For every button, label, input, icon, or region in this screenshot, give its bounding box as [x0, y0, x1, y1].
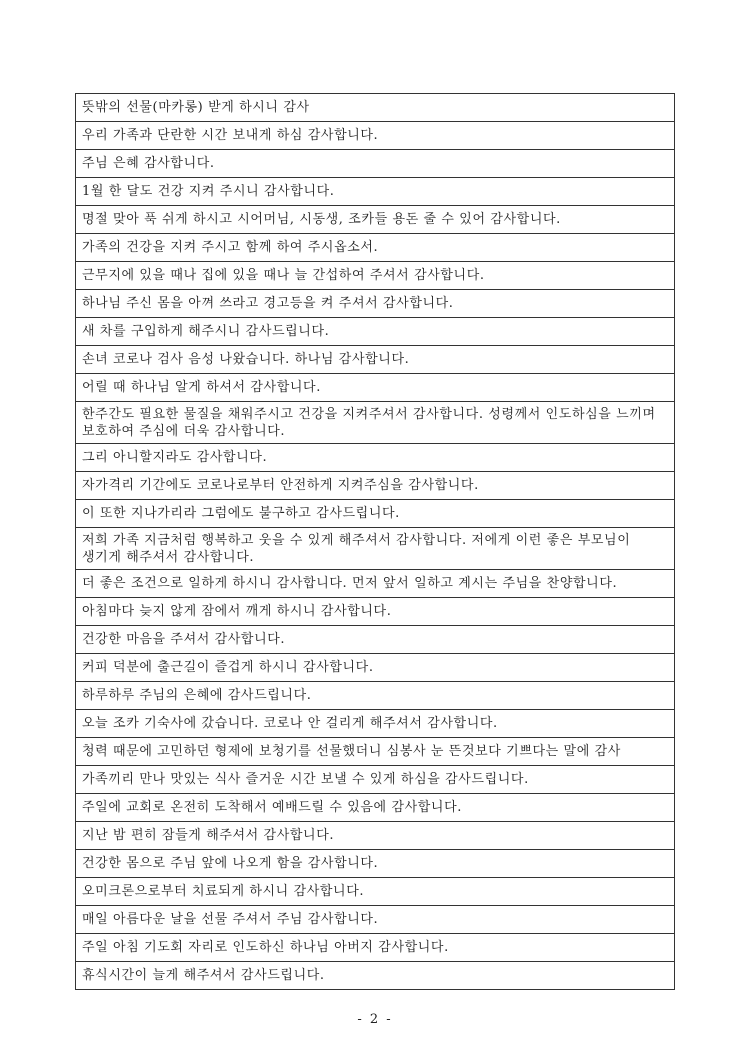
table-row	[76, 500, 675, 528]
entry-cell: 매일 아름다운 날을 선물 주셔서 주님 감사합니다.	[76, 906, 675, 934]
entry-cell: 아침마다 늦지 않게 잠에서 깨게 하시니 감사합니다.	[76, 598, 675, 626]
entry-cell: 커피 덕분에 출근길이 즐겁게 하시니 감사합니다.	[76, 654, 675, 682]
entry-cell: 근무지에 있을 때나 집에 있을 때나 늘 간섭하여 주셔서 감사합니다.	[76, 262, 675, 290]
entry-cell: 하루하루 주님의 은혜에 감사드립니다.	[76, 682, 675, 710]
page-number: - 2 -	[357, 1012, 393, 1027]
entry-cell: 1월 한 달도 건강 지켜 주시니 감사합니다.	[76, 178, 675, 206]
table-row	[76, 570, 675, 598]
table-row	[76, 374, 675, 402]
table-row	[76, 822, 675, 850]
entry-cell: 주님 은혜 감사합니다.	[76, 150, 675, 178]
entry-cell: 명절 맞아 푹 쉬게 하시고 시어머님, 시동생, 조카들 용돈 줄 수 있어 감사합니다.	[76, 206, 675, 234]
entry-cell: 오늘 조카 기숙사에 갔습니다. 코로나 안 걸리게 해주셔서 감사합니다.	[76, 710, 675, 738]
entry-cell: 어릴 때 하나님 알게 하셔서 감사합니다.	[76, 374, 675, 402]
table-row	[76, 962, 675, 990]
table-row	[76, 906, 675, 934]
entry-cell: 새 차를 구입하게 해주시니 감사드립니다.	[76, 318, 675, 346]
entry-cell: 더 좋은 조건으로 일하게 하시니 감사합니다. 먼저 앞서 일하고 계시는 주님을 찬양합니다.	[76, 570, 675, 598]
table-row	[76, 402, 675, 444]
table-row	[76, 878, 675, 906]
entry-cell: 그리 아니할지라도 감사합니다.	[76, 444, 675, 472]
table-row	[76, 682, 675, 710]
table-row	[76, 318, 675, 346]
table-row	[76, 654, 675, 682]
table-row	[76, 262, 675, 290]
entry-cell: 가족의 건강을 지켜 주시고 함께 하여 주시옵소서.	[76, 234, 675, 262]
table-row	[76, 206, 675, 234]
table-row	[76, 766, 675, 794]
entry-cell: 건강한 마음을 주셔서 감사합니다.	[76, 626, 675, 654]
entry-cell: 주일 아침 기도회 자리로 인도하신 하나님 아버지 감사합니다.	[76, 934, 675, 962]
table-row	[76, 850, 675, 878]
table-row	[76, 150, 675, 178]
table-row	[76, 444, 675, 472]
table-row	[76, 598, 675, 626]
table-row	[76, 528, 675, 570]
table-row	[76, 94, 675, 122]
gratitude-table	[75, 93, 675, 990]
entry-cell: 하나님 주신 몸을 아껴 쓰라고 경고등을 켜 주셔서 감사합니다.	[76, 290, 675, 318]
entry-cell: 한주간도 필요한 물질을 채워주시고 건강을 지켜주셔서 감사합니다. 성령께서 인도하심을 느끼며 보호하여 주심에 더욱 감사합니다.	[76, 402, 675, 444]
entry-cell: 청력 때문에 고민하던 형제에 보청기를 선물했더니 심봉사 눈 뜬것보다 기쁘다는 말에 감사	[76, 738, 675, 766]
table-row	[76, 234, 675, 262]
entry-cell: 이 또한 지나가리라 그럼에도 불구하고 감사드립니다.	[76, 500, 675, 528]
table-row	[76, 738, 675, 766]
entry-cell: 우리 가족과 단란한 시간 보내게 하심 감사합니다.	[76, 122, 675, 150]
table-row	[76, 934, 675, 962]
table-row	[76, 710, 675, 738]
table-row	[76, 472, 675, 500]
entry-cell: 오미크론으로부터 치료되게 하시니 감사합니다.	[76, 878, 675, 906]
table-row	[76, 290, 675, 318]
entry-cell: 주일에 교회로 온전히 도착해서 예배드릴 수 있음에 감사합니다.	[76, 794, 675, 822]
table-row	[76, 178, 675, 206]
table-row	[76, 122, 675, 150]
entry-cell: 지난 밤 편히 잠들게 해주셔서 감사합니다.	[76, 822, 675, 850]
table-row	[76, 794, 675, 822]
entry-cell: 손녀 코로나 검사 음성 나왔습니다. 하나님 감사합니다.	[76, 346, 675, 374]
entry-cell: 자가격리 기간에도 코로나로부터 안전하게 지켜주심을 감사합니다.	[76, 472, 675, 500]
entry-cell: 저희 가족 지금처럼 행복하고 웃을 수 있게 해주셔서 감사합니다. 저에게 이런 좋은 부모님이 생기게 해주셔서 감사합니다.	[76, 528, 675, 570]
entry-cell: 가족끼리 만나 맛있는 식사 즐거운 시간 보낼 수 있게 하심을 감사드립니다.	[76, 766, 675, 794]
entry-cell: 휴식시간이 늘게 해주셔서 감사드립니다.	[76, 962, 675, 990]
table-row	[76, 346, 675, 374]
table-row	[76, 626, 675, 654]
entry-cell: 건강한 몸으로 주님 앞에 나오게 함을 감사합니다.	[76, 850, 675, 878]
entry-cell: 뜻밖의 선물(마카롱) 받게 하시니 감사	[76, 94, 675, 122]
